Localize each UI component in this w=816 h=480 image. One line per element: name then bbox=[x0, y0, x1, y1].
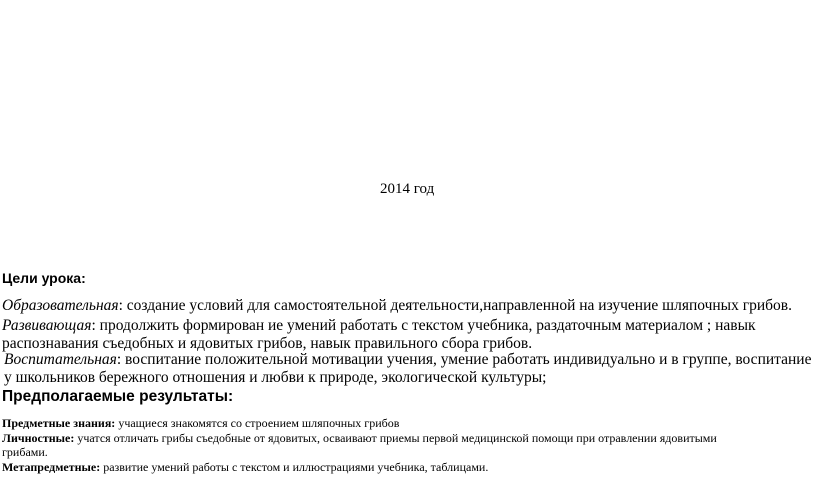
goal-developmental bbox=[2, 317, 756, 335]
result-meta-text: развитие умений работы с текстом и иллюстрациями учебника, таблицами. bbox=[100, 460, 489, 474]
goal-upbringing-text: : воспитание положительной мотивации учения, умение работать индивидуально и в группе, воспитание bbox=[116, 351, 812, 368]
result-personal bbox=[2, 431, 717, 446]
result-personal-continued: грибами. bbox=[2, 445, 48, 459]
goal-developmental-text: : продолжить формирован ие умений работать с текстом учебника, раздаточным материалом ; навык bbox=[91, 317, 756, 334]
goal-upbringing bbox=[4, 351, 811, 369]
result-personal-text: учатся отличать грибы съедобные от ядовитых, осваивают приемы первой медицинской помощи при отравлении ядовитыми bbox=[74, 431, 717, 445]
result-meta bbox=[2, 460, 488, 475]
goal-educational-text: : создание условий для самостоятельной деятельности,направленной на изучение шляпочных грибов. bbox=[118, 297, 792, 314]
goal-educational bbox=[2, 297, 792, 315]
result-subject-label: Предметные знания: bbox=[2, 416, 116, 430]
goal-developmental-continued: распознавания съедобных и ядовитых грибов, навык правильного сбора грибов. bbox=[2, 335, 533, 352]
result-meta-label: Метапредметные: bbox=[2, 460, 101, 474]
result-subject bbox=[2, 416, 399, 431]
year-caption: 2014 год bbox=[380, 181, 435, 197]
goal-educational-label: Образовательная bbox=[2, 297, 119, 314]
goal-developmental-label: Развивающая bbox=[2, 317, 92, 334]
goal-upbringing-continued: у школьников бережного отношения и любви к природе, экологической культуры; bbox=[4, 369, 547, 386]
result-subject-text: учащиеся знакомятся со строением шляпочных грибов bbox=[115, 416, 400, 430]
results-heading: Предполагаемые результаты: bbox=[2, 388, 234, 405]
goal-upbringing-label: Воспитательная bbox=[4, 351, 117, 368]
goals-heading: Цели урока: bbox=[2, 270, 86, 286]
result-personal-label: Личностные: bbox=[2, 431, 75, 445]
